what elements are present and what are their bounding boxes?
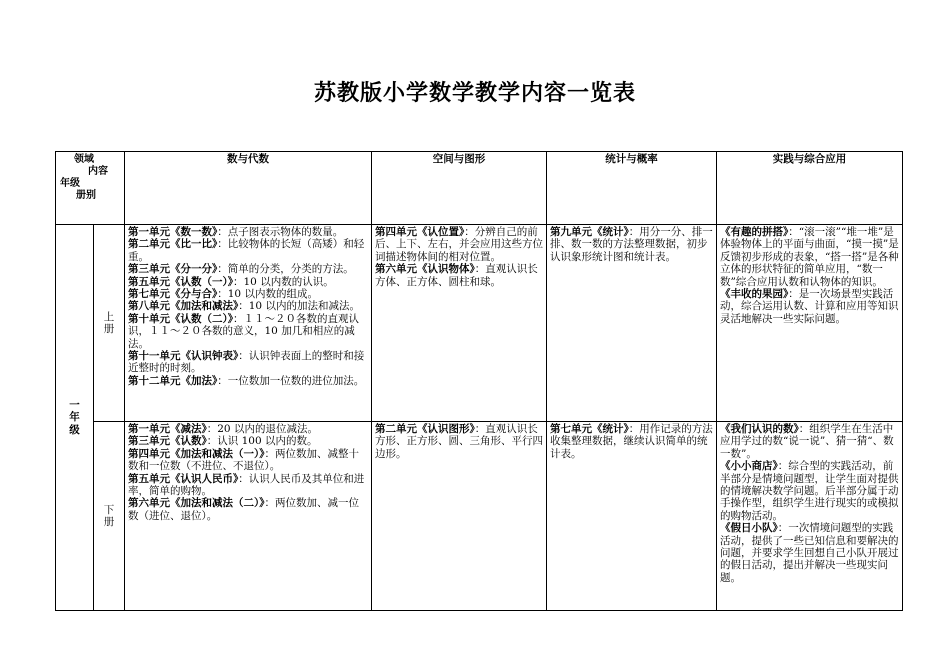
cell-paragraph xyxy=(128,448,368,473)
unit-description: ：认识钟表面上的整时和接近整时的时刻。 xyxy=(128,350,365,375)
cell-paragraph xyxy=(128,288,368,300)
cell-practice xyxy=(717,225,903,422)
unit-title: 第八单元《加法和减法》 xyxy=(128,300,239,313)
cell-space-shape xyxy=(372,225,547,422)
table-row xyxy=(56,225,903,422)
cell-paragraph xyxy=(720,460,899,522)
cell-paragraph xyxy=(128,313,368,350)
cell-paragraph xyxy=(550,423,713,460)
unit-description: ：分辨自己的前后、上下、左右，并会应用这些方位词描述物体间的相对位置。 xyxy=(375,226,543,263)
header-row xyxy=(56,152,903,225)
cell-paragraph xyxy=(375,263,543,288)
cell-paragraph xyxy=(720,423,899,460)
unit-title: 《我们认识的数》 xyxy=(720,423,799,435)
volume-cell: 下 册 xyxy=(94,422,125,611)
cell-paragraph xyxy=(128,497,368,522)
cell-paragraph xyxy=(128,238,368,263)
grade-label: 一 年 级 xyxy=(69,398,80,436)
cell-paragraph xyxy=(550,226,713,263)
corner-cell xyxy=(56,152,125,225)
unit-title: 第一单元《数一数》 xyxy=(128,226,218,238)
cell-practice xyxy=(717,422,903,611)
unit-description: ：两位数加、减整十数和一位数（不进位、不退位）。 xyxy=(128,447,359,473)
cell-statistics xyxy=(547,225,717,422)
curriculum-table xyxy=(55,151,903,611)
cell-paragraph xyxy=(128,423,368,435)
unit-description: ：是一次场景型实践活动，综合运用认数、计算和应用等知识灵活地解决一些实际问题。 xyxy=(720,288,899,325)
col-header-number-algebra: 数与代数 xyxy=(125,152,372,225)
unit-title: 第三单元《分一分》 xyxy=(128,263,218,276)
table-row xyxy=(56,422,903,611)
unit-description: ：一次情境问题型的实践活动，提供了一些已知信息和要解决的问题，并要求学生回想自己小队开展过的假日活动，提出并解决一些现实问题。 xyxy=(720,522,899,584)
unit-description: ：组织学生在生活中应用学过的数“说一说”、猜一猜“、数一数”。 xyxy=(720,423,894,460)
unit-title: 第四单元《加法和减法（一）》 xyxy=(128,447,265,460)
cell-paragraph xyxy=(720,522,899,584)
unit-title: 第六单元《认识物体》 xyxy=(375,263,475,276)
unit-description: ：比较物体的长短（高矮）和轻重。 xyxy=(128,238,365,263)
unit-title: 第五单元《认数（一）》 xyxy=(128,275,233,288)
corner-domain-label: 领域 xyxy=(74,154,94,165)
unit-title: 第七单元《分与合》 xyxy=(128,288,218,301)
unit-description: ：１１～２０各数的直观认识，１１～２０各数的意义，10 加几和相应的减法。 xyxy=(128,312,359,350)
unit-title: 第十一单元《认识钟表》 xyxy=(128,350,239,363)
unit-description: ：直观认识长方形、正方形、圆、三角形、平行四边形。 xyxy=(375,423,543,460)
unit-title: 第九单元《统计》 xyxy=(550,226,629,238)
unit-description: ：10 以内数的认识。 xyxy=(233,275,334,288)
unit-description: ：两位数加、减一位数（进位、退位）。 xyxy=(128,497,359,522)
unit-description: ：10 以内的加法和减法。 xyxy=(238,300,360,313)
col-header-practice: 实践与综合应用 xyxy=(717,152,903,225)
unit-title: 第四单元《认位置》 xyxy=(375,226,465,238)
cell-paragraph xyxy=(128,473,368,498)
unit-title: 第二单元《认识图形》 xyxy=(375,423,475,435)
cell-number-algebra xyxy=(125,422,372,611)
col-header-statistics: 统计与概率 xyxy=(547,152,717,225)
unit-description: ：10 以内数的组成。 xyxy=(217,288,318,301)
unit-title: 第三单元《认数》 xyxy=(128,435,207,448)
cell-paragraph xyxy=(128,263,368,275)
unit-description: ：认识人民币及其单位和进率，简单的购物。 xyxy=(128,472,365,498)
unit-title: 《丰收的果园》 xyxy=(720,288,789,301)
cell-paragraph xyxy=(128,435,368,447)
unit-title: 第二单元《比一比》 xyxy=(128,238,218,251)
volume-cell: 上 册 xyxy=(94,225,125,422)
cell-number-algebra xyxy=(125,225,372,422)
unit-description: ：一位数加一位数的进位加法。 xyxy=(217,374,365,387)
cell-paragraph xyxy=(375,423,543,460)
unit-title: 第一单元《减法》 xyxy=(128,423,207,435)
unit-title: 第五单元《认识人民币》 xyxy=(128,472,239,485)
cell-paragraph xyxy=(128,375,368,387)
cell-paragraph xyxy=(128,276,368,288)
cell-paragraph xyxy=(720,226,899,288)
unit-title: 第十二单元《加法》 xyxy=(128,374,218,387)
document-title: 苏教版小学数学教学内容一览表 xyxy=(313,80,636,106)
unit-description: ：综合型的实践活动，前半部分是情境问题型，让学生面对提供的情境解决数学问题。后半部分属于动手操作型，组织学生进行现实的或模拟的购物活动。 xyxy=(720,460,899,522)
unit-description: ：用分一分、排一排、数一数的方法整理数据，初步认识象形统计图和统计表。 xyxy=(550,226,713,263)
col-header-space-shape: 空间与图形 xyxy=(372,152,547,225)
cell-paragraph xyxy=(375,226,543,263)
grade-cell xyxy=(56,225,94,611)
cell-paragraph xyxy=(128,226,368,238)
unit-title: 第十单元《认数（二）》 xyxy=(128,312,233,325)
cell-paragraph xyxy=(128,300,368,312)
unit-title: 《小小商店》 xyxy=(720,460,778,473)
unit-title: 第六单元《加法和减法（二）》 xyxy=(128,497,265,510)
corner-content-label: 内容 xyxy=(88,166,108,177)
cell-paragraph xyxy=(720,288,899,325)
unit-description: ：用作记录的方法收集整理数据，继续认识简单的统计表。 xyxy=(550,423,713,460)
corner-grade-label: 年级 xyxy=(60,178,80,189)
cell-statistics xyxy=(547,422,717,611)
cell-paragraph xyxy=(128,350,368,375)
unit-title: 《有趣的拼搭》 xyxy=(720,226,789,238)
unit-title: 第七单元《统计》 xyxy=(550,423,629,435)
corner-volume-label: 册别 xyxy=(76,190,96,201)
unit-description: ：直观认识长方体、正方体、圆柱和球。 xyxy=(375,263,538,288)
unit-description: ：认识 100 以内的数。 xyxy=(206,435,318,448)
unit-description: ：点子图表示物体的数量。 xyxy=(217,226,344,238)
unit-description: ：20 以内的退位减法。 xyxy=(206,423,318,435)
unit-title: 《假日小队》 xyxy=(720,522,778,535)
unit-description: ：简单的分类，分类的方法。 xyxy=(217,263,354,276)
unit-description: ：“滚一滚”“堆一堆”是体验物体上的平面与曲面，“摸一摸”是反馈初步形成的表象，“搭一搭”是各种立体的形状特征的简单应用，“数一数”综合应用认数和认物体的知识。 xyxy=(720,226,899,288)
cell-space-shape xyxy=(372,422,547,611)
